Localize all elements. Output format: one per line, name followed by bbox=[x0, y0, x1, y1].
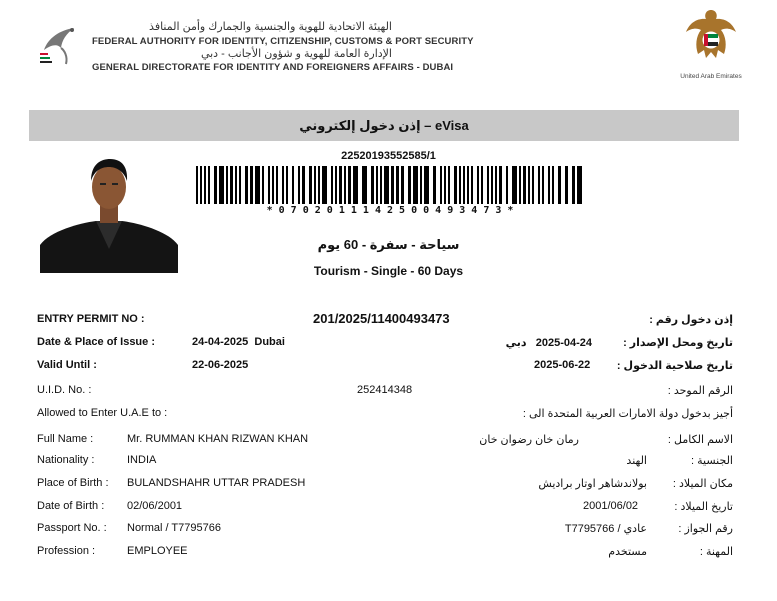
full-name-label-en: Full Name : bbox=[37, 433, 94, 445]
place-of-birth-label-ar: مكان الميلاد : bbox=[672, 478, 733, 490]
directorate-name-arabic: الإدارة العامة للهوية و شؤون الأجانب - دبي bbox=[200, 48, 392, 60]
valid-label-en: Valid Until : bbox=[37, 359, 97, 371]
file-number: 22520193552585/1 bbox=[341, 150, 436, 162]
evisa-banner bbox=[29, 110, 739, 141]
issue-value-ar: 2025-04-24 دبي bbox=[505, 337, 592, 349]
place-of-birth-value-ar: بولاندشاهر اوتار براديش bbox=[538, 478, 647, 490]
valid-label-ar: تاريخ صلاحية الدخول : bbox=[616, 360, 733, 372]
valid-value-en: 22-06-2025 bbox=[192, 359, 249, 371]
place-of-birth-label-en: Place of Birth : bbox=[37, 477, 109, 489]
visa-type-arabic: سياحة - سفرة - 60 يوم bbox=[317, 237, 460, 252]
uid-label-en: U.I.D. No. : bbox=[37, 384, 92, 396]
full-name-label-ar: الاسم الكامل : bbox=[667, 434, 733, 446]
issue-label-ar: تاريخ ومحل الإصدار : bbox=[623, 337, 733, 349]
entry-permit-label-ar: إذن دخول رقم : bbox=[649, 314, 733, 326]
allowed-label-ar: أجيز بدخول دولة الامارات العربية المتحدة الى : bbox=[522, 408, 733, 420]
full-name-value-ar: رمان خان رضوان خان bbox=[479, 434, 579, 446]
authority-logo-icon bbox=[34, 20, 84, 68]
nationality-label-ar: الجنسية : bbox=[691, 455, 733, 467]
entry-permit-label-en: ENTRY PERMIT NO : bbox=[37, 313, 145, 325]
uae-emblem-icon bbox=[684, 6, 738, 70]
evisa-title: إذن دخول إلكتروني – eVisa bbox=[299, 118, 469, 133]
date-of-birth-label-en: Date of Birth : bbox=[37, 500, 105, 512]
profession-value-en: EMPLOYEE bbox=[127, 545, 188, 557]
uid-value: 252414348 bbox=[357, 384, 413, 396]
entry-permit-number: 201/2025/11400493473 bbox=[313, 311, 450, 326]
passport-value-en: Normal / T7795766 bbox=[127, 522, 221, 534]
emblem-caption: United Arab Emirates bbox=[680, 73, 742, 80]
date-of-birth-label-ar: تاريخ الميلاد : bbox=[674, 501, 733, 513]
barcode-text: * 0 7 0 2 0 1 1 1 4 2 5 0 0 4 9 3 4 7 3 * bbox=[266, 205, 514, 216]
issue-label-en: Date & Place of Issue : bbox=[37, 336, 155, 348]
place-of-birth-value-en: BULANDSHAHR UTTAR PRADESH bbox=[127, 477, 306, 489]
full-name-value-en: Mr. RUMMAN KHAN RIZWAN KHAN bbox=[127, 433, 309, 445]
authority-name-arabic: الهيئة الاتحادية للهوية والجنسية والجمارك وأمن المنافذ bbox=[149, 21, 392, 33]
uid-label-ar: الرقم الموحد : bbox=[667, 385, 733, 397]
valid-value-ar: 2025-06-22 bbox=[534, 359, 591, 371]
profession-label-en: Profession : bbox=[37, 545, 96, 557]
date-of-birth-value-ar: 2001/06/02 bbox=[583, 500, 639, 512]
passport-label-en: Passport No. : bbox=[37, 522, 107, 534]
date-of-birth-value-en: 02/06/2001 bbox=[127, 500, 183, 512]
allowed-label-en: Allowed to Enter U.A.E to : bbox=[37, 407, 168, 419]
nationality-value-en: INDIA bbox=[127, 454, 157, 466]
directorate-name-english: GENERAL DIRECTORATE FOR IDENTITY AND FOREIGNERS AFFAIRS - DUBAI bbox=[92, 62, 454, 73]
applicant-photo bbox=[40, 153, 178, 273]
visa-barcode bbox=[196, 166, 584, 206]
passport-value-ar: عادي / T7795766 bbox=[564, 523, 647, 535]
profession-label-ar: المهنة : bbox=[699, 546, 733, 558]
authority-name-english: FEDERAL AUTHORITY FOR IDENTITY, CITIZENSHIP, CUSTOMS & PORT SECURITY bbox=[92, 36, 474, 47]
issue-value-en: 24-04-2025 Dubai bbox=[192, 336, 285, 348]
visa-type-english: Tourism - Single - 60 Days bbox=[313, 264, 464, 278]
nationality-value-ar: الهند bbox=[626, 455, 647, 467]
profession-value-ar: مستخدم bbox=[608, 546, 647, 558]
nationality-label-en: Nationality : bbox=[37, 454, 95, 466]
passport-label-ar: رقم الجواز : bbox=[678, 523, 733, 535]
